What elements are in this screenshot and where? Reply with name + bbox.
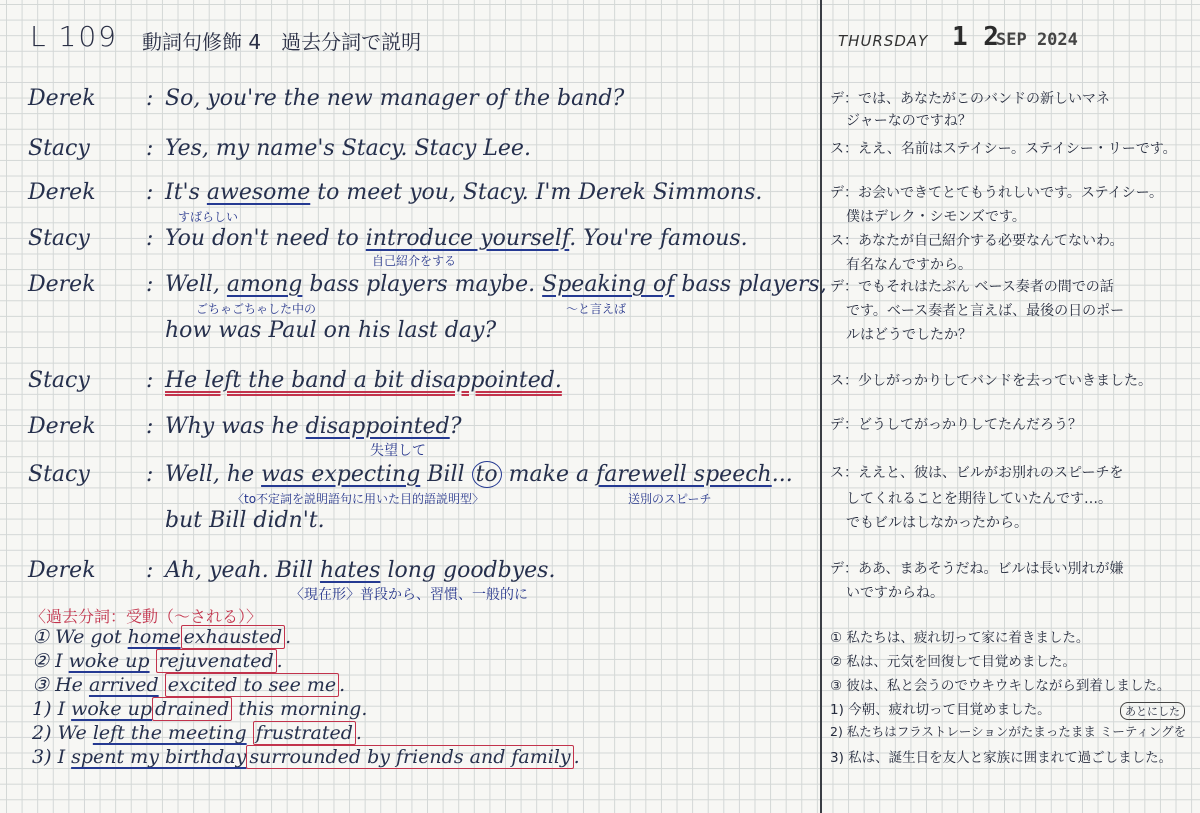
lesson-number: L 109	[30, 20, 118, 53]
example-sentence: ③ He arrived excited to see me .	[32, 674, 346, 696]
dialogue-line: Stacy : Well, he was expecting Bill to make a farewell speech...	[28, 462, 793, 487]
dialogue-line: Stacy : Yes, my name's Stacy. Stacy Lee.	[28, 136, 531, 161]
weekday: THURSDAY	[838, 32, 929, 50]
translation-line: でもビルはしなかったから。	[846, 515, 1028, 531]
example-translation: 3) 私は、誕生日を友人と家族に囲まれて過ごしました。	[830, 750, 1173, 766]
dialogue-line: Stacy : You don't need to introduce yourself. You're famous.	[28, 226, 748, 251]
date-month-year: SEP 2024	[996, 30, 1078, 50]
vocab-note: 失望して	[370, 443, 426, 459]
translation-line: してくれることを期待していたんです…。	[846, 491, 1112, 507]
dialogue-line: Derek : Why was he disappointed?	[28, 414, 462, 439]
example-translation: 2) 私たちはフラストレーションがたまったまま ミーティングを	[830, 724, 1187, 739]
date-day: 1 2	[952, 22, 999, 52]
example-translation: 1) 今朝、疲れ切って目覚めました。	[830, 702, 1051, 718]
example-translation: ② 私は、元気を回復して目覚めました。	[830, 654, 1076, 670]
vocab-note: 〜と言えば	[566, 302, 627, 316]
example-translation: ① 私たちは、疲れ切って家に着きました。	[830, 630, 1090, 646]
translation-line: デ：では、あなたがこのバンドの新しいマネ	[830, 91, 1110, 107]
dialogue-line: Derek : Ah, yeah. Bill hates long goodbyes.	[28, 558, 556, 583]
translation-line: デ：お会いできてとてもうれしいです。ステイシー。	[830, 185, 1164, 201]
dialogue-line: but Bill didn't.	[165, 508, 325, 533]
dialogue-line: Derek : So, you're the new manager of the band?	[28, 86, 625, 111]
translation-line: いですからね。	[846, 585, 944, 601]
lesson-topic: 動詞句修飾 4 過去分詞で説明	[142, 30, 422, 54]
translation-line: ルはどうでしたか？	[846, 327, 972, 343]
dialogue-line: Stacy : He left the band a bit disappointed.	[28, 368, 562, 393]
example-sentence: 3) I spent my birthday surrounded by friends and family .	[32, 746, 580, 768]
margin-note: あとにした	[1120, 702, 1185, 720]
example-translation: ③ 彼は、私と会うのでウキウキしながら到着しました。	[830, 678, 1171, 694]
vocab-note: 送別のスピーチ	[628, 492, 712, 506]
translation-line: 僕はデレク・シモンズです。	[846, 209, 1026, 225]
dialogue-line: how was Paul on his last day?	[165, 318, 497, 343]
translation-line: ス：あなたが自己紹介する必要なんてないわ。	[830, 233, 1124, 249]
translation-line: デ：どうしてがっかりしてたんだろう？	[830, 417, 1082, 433]
dialogue-line: Derek : Well, among bass players maybe. Speaking of bass players,	[28, 272, 827, 297]
translation-line: デ：ああ、まあそうだね。ビルは長い別れが嫌	[830, 561, 1124, 577]
vocab-note: ごちゃごちゃした中の	[196, 302, 317, 316]
dialogue-line: Derek : It's awesome to meet you, Stacy. I'm Derek Simmons.	[28, 180, 763, 205]
translation-line: ス：ええと、彼は、ビルがお別れのスピーチを	[830, 465, 1124, 481]
translation-line: です。ベース奏者と言えば、最後の日のポー	[846, 303, 1125, 319]
translation-line: 有名なんですから。	[846, 257, 972, 273]
example-sentence: 1) I woke up drained this morning.	[32, 698, 368, 720]
translation-line: ス：ええ、名前はステイシー。ステイシー・リーです。	[830, 141, 1177, 157]
example-sentence: 2) We left the meeting frustrated .	[32, 722, 362, 744]
translation-line: ジャーなのですね？	[846, 113, 972, 129]
example-sentence: ① We got home exhausted .	[32, 626, 292, 648]
vocab-note: すばらしい	[178, 210, 239, 224]
vocab-note: 自己紹介をする	[372, 254, 457, 268]
grammar-note: 〈現在形〉普段から、習慣、一般的に	[290, 587, 528, 603]
example-sentence: ② I woke up rejuvenated .	[32, 650, 283, 672]
grammar-heading: 〈過去分詞：受動（〜される）〉	[30, 607, 263, 626]
grammar-note: 〈to不定詞を説明語句に用いた目的語説明型〉	[232, 492, 485, 506]
translation-line: ス：少しがっかりしてバンドを去っていきました。	[830, 373, 1152, 389]
page-divider	[820, 0, 822, 813]
translation-line: デ：でもそれはたぶん ベース奏者の間での話	[830, 279, 1114, 295]
